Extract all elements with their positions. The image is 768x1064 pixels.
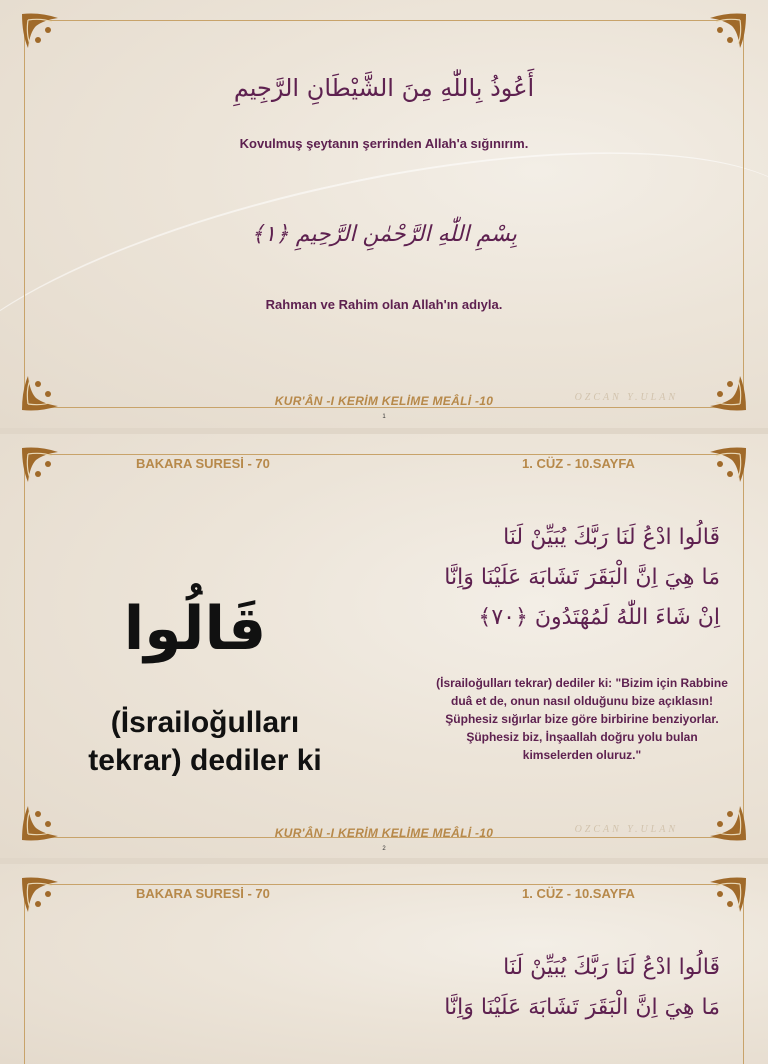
corner-ornament-icon (706, 10, 750, 54)
corner-ornament-icon (706, 874, 750, 918)
corner-ornament-icon (18, 874, 62, 918)
verse-arabic (420, 948, 720, 1028)
page-3 (0, 864, 768, 1064)
juz-page-header: 1. CÜZ - 10.SAYFA (522, 886, 635, 901)
corner-ornament-icon (18, 444, 62, 488)
verse-line: مَا هِيَ اِنَّ الْبَقَرَ تَشَابَهَ عَلَيْنَا وَاِنَّا (444, 995, 720, 1020)
audhu-arabic: أَعُوذُ بِاللّٰهِ مِنَ الشَّيْطَانِ الرَّجِيمِ (233, 74, 535, 102)
verse-line: مَا هِيَ اِنَّ الْبَقَرَ تَشَابَهَ عَلَيْنَا وَاِنَّا (444, 565, 720, 590)
footer-signature: OZCAN Y.ULAN (574, 824, 678, 835)
footer-title: KUR'ÂN -I KERİM KELİME MEÂLİ -10 (274, 394, 494, 408)
surah-header: BAKARA SURESİ - 70 (136, 886, 270, 901)
juz-page-header: 1. CÜZ - 10.SAYFA (522, 456, 635, 471)
corner-ornament-icon (706, 444, 750, 488)
word-turkish: (İsrailoğulları tekrar) dediler ki (88, 706, 322, 777)
page-number: 2 (382, 846, 386, 852)
verse-line: اِنْ شَاءَ اللّٰهُ لَمُهْتَدُونَ ﴿٧٠﴾ (478, 605, 720, 630)
corner-ornament-icon (18, 10, 62, 54)
word-arabic: قَالُوا (123, 594, 267, 664)
footer-title: KUR'ÂN -I KERİM KELİME MEÂLİ -10 (274, 826, 494, 840)
page-1 (0, 0, 768, 428)
footer-signature: OZCAN Y.ULAN (574, 392, 678, 403)
page-number: 1 (382, 414, 386, 420)
verse-line: قَالُوا ادْعُ لَنَا رَبَّكَ يُبَيِّنْ لَنَا (503, 955, 720, 980)
surah-header: BAKARA SURESİ - 70 (136, 456, 270, 471)
verse-line: قَالُوا ادْعُ لَنَا رَبَّكَ يُبَيِّنْ لَنَا (503, 525, 720, 550)
page-2 (0, 434, 768, 858)
verse-meal: (İsrailoğulları tekrar) dediler ki: "Bizim için Rabbine duâ et de, onun nasıl olduğunu bize açıklasın! Şüphesiz sığırlar bize göre birbirine benziyorlar. Şüphesiz biz, İnşaallah doğru yolu bulan kimselerden oluruz." (436, 676, 728, 762)
verse-arabic (420, 518, 720, 638)
basmala-arabic: بِسْمِ اللّٰهِ الرَّحْمٰنِ الرَّحِيمِ ﴿١﴾ (251, 222, 517, 247)
basmala-meaning: Rahman ve Rahim olan Allah'ın adıyla. (265, 297, 503, 312)
audhu-meaning: Kovulmuş şeytanın şerrinden Allah'a sığınırım. (239, 136, 529, 151)
